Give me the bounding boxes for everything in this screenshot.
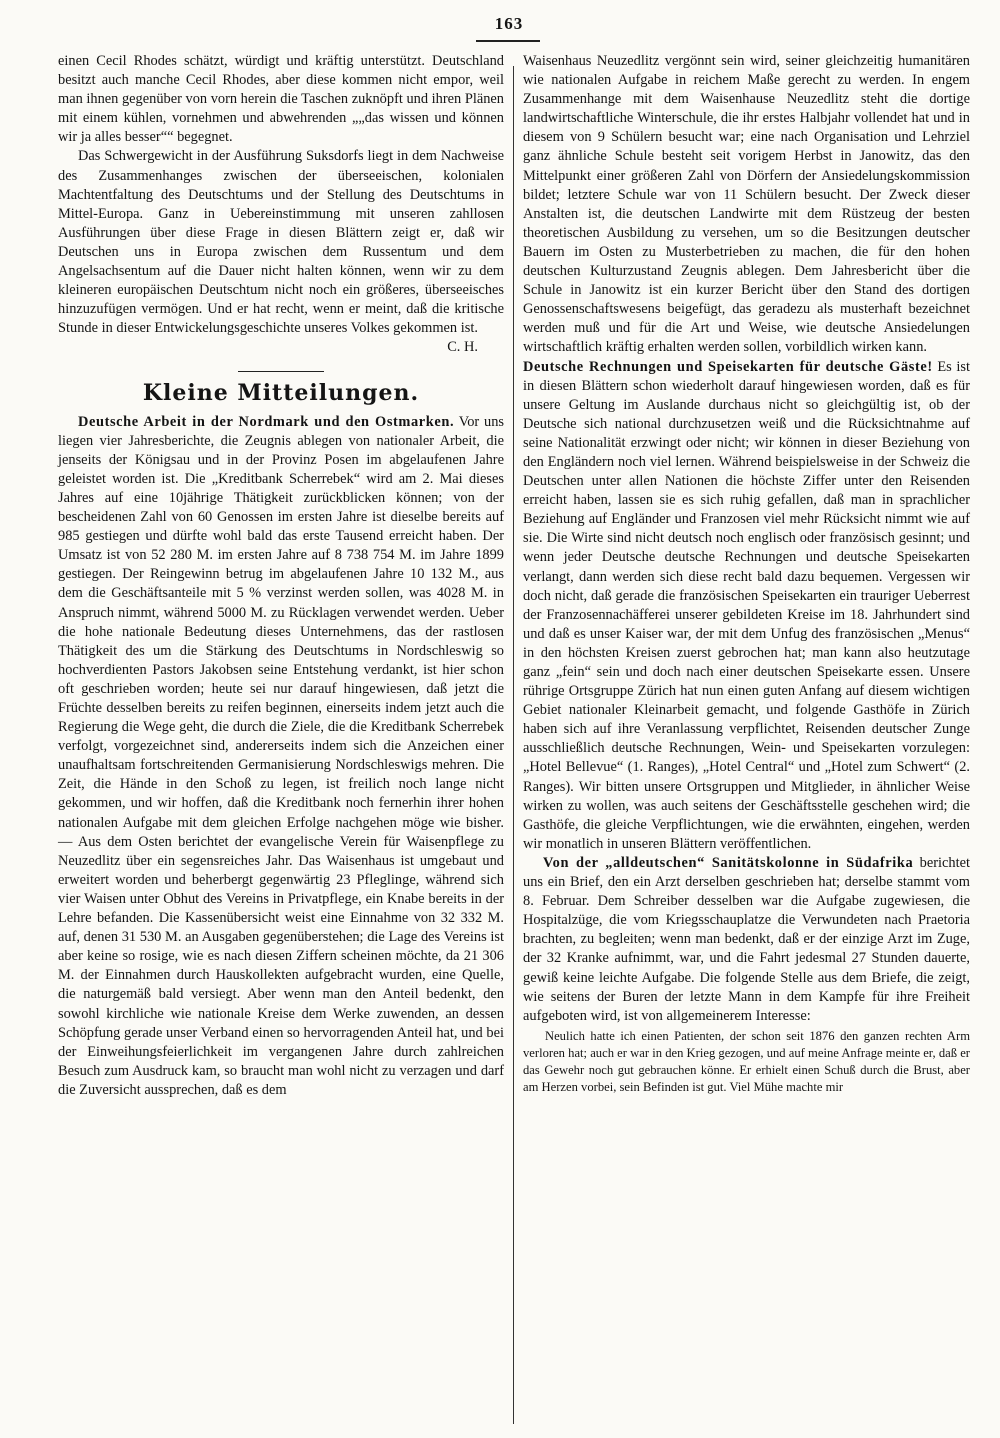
notice-nordmark — [58, 413, 504, 1100]
column-divider — [513, 66, 514, 1424]
author-signature: C. H. — [447, 339, 478, 356]
article-paragraph: Das Schwergewicht in der Ausführung Suksdorfs liegt in dem Nachweise des Zusammenhanges zwischen der überseeischen, kolonialen Machtentfaltung des Deutschtums und der Stellung des Deutschtums in Mittel-Europa. Ganz in Uebereinstimmung mit unseren zahllosen Ausführungen über diese Frage in diesen Blättern zeigt er, daß wir Deutschen uns in Europa zwischen dem Russentum und dem Angelsachsentum auf die Dauer nicht halten können, wenn wir zu dem kleineren europäischen Deutschtum nicht noch ein größeres, überseeisches hinzuzufügen vermögen. Und er hat recht, wenn er meint, daß die kritische Stunde in dieser Entwickelungsgeschichte unseres Volkes gekommen ist. — [58, 148, 504, 337]
page-number: 163 — [494, 14, 524, 33]
notice-body: berichtet uns ein Brief, den ein Arzt derselben geschrieben hat; derselbe stammt vom 8. Februar. Dem Schreiber desselben war die Aufgabe zugewiesen, die Hospitalzüge, die vom Kriegsschauplatze die Verwundeten nach Praetoria brachten, zu begleiten; wenn man bedenkt, daß er der einzige Arzt im Zuge, der 32 Kranke aufnimmt, war, und die Fahrt jedesmal 27 Stunden dauerte, gewiß keine leichte Aufgabe. Die folgende Stelle aus dem Briefe, die zeigt, wie seitens der Buren der letzte Mann in dem Kampfe für ihre Freiheit aufgeboten wird, ist von allgemeinerem Interesse: — [523, 854, 970, 1024]
left-column — [58, 52, 504, 1100]
notice-heading: Von der „alldeutschen“ Sanitätskolonne in Südafrika — [543, 854, 914, 871]
notice-speisekarten — [523, 358, 970, 854]
section-title: Kleine Mitteilungen. — [142, 379, 420, 406]
section-separator — [238, 371, 324, 372]
notice-sanitaetskolonne — [523, 854, 970, 1026]
notice-body: Vor uns liegen vier Jahresberichte, die Zeugnis ablegen von nationaler Arbeit, die jenseits der Königsau und in der Provinz Posen im abgelaufenen Jahre geleistet worden ist. Die „Kreditbank Scherrebek“ wird am 2. Mai dieses Jahres auf eine 10jährige Thätigkeit zurückblicken können; von der bescheidenen Zahl von 60 Genossen im ersten Jahre ist dieselbe bereits auf 985 gestiegen und dürfte wohl bald das erste Tausend erreicht haben. Der Umsatz ist von 52 280 M. im ersten Jahre auf 8 738 754 M. im Jahre 1899 gestiegen. Der Reingewinn betrug im abgelaufenen Jahre 10 132 M., aus dem die Geschäftsanteile mit 5 % verzinst werden sollen, was 4028 M. in Anspruch nimmt, während 5000 M. zu Rücklagen verwendet werden. Ueber die hohe nationale Bedeutung dieses Unternehmens, das der rastlosen Thätigkeit des um die Stärkung des Deutschtums in Nordschleswig so hochverdienten Pastors Jakobsen seine Entstehung verdankt, ist hier schon oft geschrieben worden; heute sei nur darauf hingewiesen, daß jetzt die Früchte desselben bereits zu reifen beginnen, einerseits indem jetzt auch die Regierung die Wege geht, die durch die Ziele, die die Kreditbank Scherrebek verfolgt, vorgezeichnet sind, andererseits indem sich die Anzeichen einer unaufhaltsam fortschreitenden Germanisierung Nordschleswigs mehren. Die Zeit, die Hände in den Schoß zu legen, ist freilich noch lange nicht gekommen, und wir hoffen, daß die Kreditbank noch fernerhin ihrer hohen nationalen Aufgabe mit dem gleichen Erfolge nachgehen möge wie bisher. — Aus dem Osten berichtet der evangelische Verein für Waisenpflege zu Neuzedlitz über ein segensreiches Jahr. Das Waisenhaus ist umgebaut und erweitert worden und beherbergt gegenwärtig 23 Pfleglinge, während sich vier Waisen unter Obhut des Vereins in Privatpflege, ein Knabe bereits in der Lehre befanden. Die Kassenübersicht weist eine Einnahme von 32 332 M. auf, denen 31 530 M. an Ausgaben gegenüberstehen; die Lage des Vereins ist aber keine so rosige, wie es nach diesen Ziffern scheinen möchte, da 21 306 M. der Einnahmen durch Hauskollekten aufgebracht wurden, eine Quelle, die naturgemäß bald versiegt. Aber wenn man den Anteil bedenkt, den sowohl kirchliche wie nationale Kreise dem Werke zuwenden, an dessen Schöpfung gerade unser Verband einen so hervorragenden Anteil hat, und bei der Einweihungsfeierlichkeit im vergangenen Jahre durch zahlreichen Besuch zum Ausdruck kam, so braucht man wohl nicht zu verzagen und darf die Zuversicht aussprechen, daß es dem — [58, 413, 504, 1098]
continued-paragraph: Waisenhaus Neuzedlitz vergönnt sein wird, seiner gleichzeitig humanitären wie nationalen Aufgabe in reichem Maße gerecht zu werden. In engem Zusammenhange mit dem Waisenhause Neuzedlitz steht die dortige landwirtschaftliche Winterschule, die ihr erstes Halbjahr vollendet hat und in diesem von 9 Schülern besucht war; eine nach Organisation und Lehrziel ganz ähnliche Schule besteht seit vorigem Herbst in Janowitz, das den Mittelpunkt einer größeren Zahl von Dörfern der Ansiedelungskommission bildet; letztere Schule war von 11 Schülern besucht. Der Zweck dieser Anstalten ist, die deutschen Landwirte mit dem Rüstzeug der besten theoretischen Ausbildung zu versehen, um so die Besitzungen deutscher Bauern im Osten zu Musterbetrieben zu machen, die für den hohen deutschen Kulturzustand Zeugnis ablegen. Dem Jahresbericht über die Schule in Janowitz ist ein kurzer Bericht über den Stand des dortigen Genossenschaftswesens beigefügt, das geradezu als musterhaft bezeichnet werden muß und für die Art und Weise, wie deutsche Ansiedelungen wirtschaftlich kräftig erhalten werden sollen, vorbildlich wirken kann. — [523, 53, 970, 356]
right-column — [523, 52, 970, 1096]
continued-paragraph: einen Cecil Rhodes schätzt, würdigt und kräftig unterstützt. Deutschland besitzt auch manche Cecil Rhodes, aber diese kommen nicht empor, weil man ihnen gegenüber von vorn herein die Taschen zuknöpft und ihren Plänen mit einem kühlen, vornehmen und abwehrenden „„das wissen und können wir ja alles besser““ begegnet. — [58, 53, 504, 146]
notice-body: Es ist in diesen Blättern schon wiederholt darauf hingewiesen worden, daß es für unsere Geltung im Auslande durchaus nicht so gleichgültig ist, ob der Deutsche sich national durchzusetzen weiß und die Rücksichtnahme auf seine Nationalität erzwingt oder nicht; wir können in dieser Beziehung von den Engländern noch viel lernen. Während beispielsweise in der Schweiz die Deutschen unter allen Nationen die höchste Ziffer unter den Reisenden erreicht haben, lassen sie es sich ruhig gefallen, daß man in sprachlicher Beziehung auf Engländer und Franzosen viel mehr Rücksicht nimmt wie auf sie. Die Wirte sind nicht deutsch noch englisch oder französisch gesinnt; und wenn jeder Deutsche deutsche Rechnungen und deutsche Speisekarten verlangt, dann werden sich diese recht bald dazu bequemen. Vergessen wir doch nicht, daß gerade die französischen Speisekarten ein trauriger Ueberrest der Franzosennachäfferei unserer gebildeten Kreise im 18. Jahrhundert sind und daß es unser Kaiser war, der mit dem Unfug des französischen „Menus“ in den höchsten Kreisen zuerst gebrochen hat; man kann also heutzutage ganz „fein“ sein und doch nach einer deutschen Speisekarte essen. Unsere rührige Ortsgruppe Zürich hat nun einen guten Anfang auf diesem wichtigen Gebiet nationaler Kleinarbeit gemacht, und folgende Gasthöfe in Zürich haben sich auf ihre Veranlassung verpflichtet, Reisenden deutscher Zunge ausschließlich deutsche Rechnungen, Wein- und Speisekarten vorzulegen: „Hotel Bellevue“ (1. Ranges), „Hotel Central“ und „Hotel zum Schwert“ (2. Ranges). Wir bitten unsere Ortsgruppen und Mitglieder, in ähnlicher Weise wirken zu wollen, was auch seitens der Geschäftsstelle geschehen wird; die Gasthöfe, die gleiche Verpflichtungen, wie die erwähnten, eingehen, werden wir monatlich in unseren Blättern veröffentlichen. — [523, 358, 971, 852]
notice-heading: Deutsche Arbeit in der Nordmark und den Ostmarken. — [78, 413, 455, 430]
page-number-underline — [476, 40, 540, 42]
quote-paragraph: Neulich hatte ich einen Patienten, der schon seit 1876 den ganzen rechten Arm verloren hat; auch er war in den Krieg gezogen, und auf meine Anfrage meinte er, daß er das Gewehr noch gut gebrauchen könne. Er erhielt einen Schuß durch die Brust, aber am Herzen vorbei, sein Befinden ist gut. Viel Mühe machte mir — [523, 1028, 970, 1094]
letter-quote — [523, 1028, 970, 1096]
notice-heading: Deutsche Rechnungen und Speisekarten für deutsche Gäste! — [523, 358, 933, 375]
